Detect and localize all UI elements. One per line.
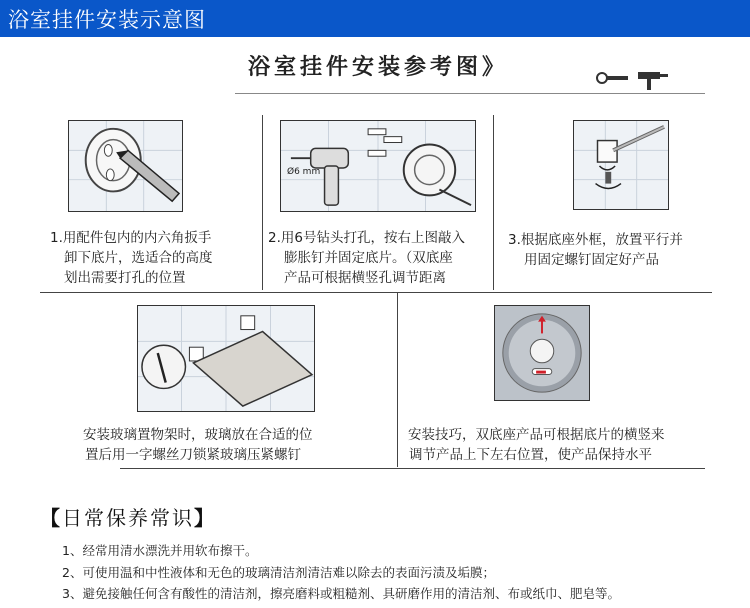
- grid-hline-mid: [40, 292, 712, 293]
- care-bracket-close: 】: [194, 506, 216, 530]
- step1-line1: 1.用配件包内的内六角扳手: [50, 230, 212, 246]
- care-item-2: 2、可使用温和中性液体和无色的玻璃清洁剂清洁难以除去的表面污渍及垢膜；: [62, 564, 495, 580]
- step3-line1: 3.根据底座外框，放置平行并: [508, 232, 683, 248]
- step1-line2: 卸下底片，选适合的高度: [64, 250, 213, 266]
- step5-line1: 安装技巧，双底座产品可根据底片的横竖来: [408, 427, 665, 443]
- header-bar: [0, 0, 750, 37]
- step3-text: [508, 230, 683, 270]
- drill-size-label: Ø6 mm: [287, 167, 321, 177]
- care-heading: [40, 502, 216, 531]
- step2-line3: 产品可根据横竖孔调节距离: [284, 270, 446, 286]
- care-list: [62, 540, 620, 605]
- step1-text: [50, 228, 213, 288]
- grid-hline-bottom: [120, 468, 705, 469]
- step4-text: [83, 425, 313, 465]
- step1-image: [68, 120, 183, 212]
- care-title: 日常保养常识: [62, 506, 194, 530]
- care-item-3: 3、避免接触任何含有酸性的清洁剂，擦亮磨料或粗糙剂、具研磨作用的清洁剂、布或纸巾、肥皂等。: [62, 586, 620, 601]
- subtitle-row: [0, 44, 750, 94]
- step5-text: [408, 425, 665, 465]
- step4-line1: 安装玻璃置物架时，玻璃放在合适的位: [83, 427, 313, 443]
- step1-line3: 划出需要打孔的位置: [64, 270, 186, 286]
- step5-line2: 调节产品上下左右位置，使产品保持水平: [409, 447, 652, 463]
- section-subtitle: 浴室挂件安装参考图》: [248, 54, 509, 80]
- step3-line2: 用固定螺钉固定好产品: [524, 252, 659, 268]
- page-title: 浴室挂件安装示意图: [8, 8, 206, 32]
- tools-icon: [594, 66, 674, 90]
- care-bracket-open: 【: [40, 506, 62, 530]
- step4-image: [137, 305, 315, 412]
- grid-vline-2: [493, 115, 494, 290]
- step2-line1: 2.用6号钻头打孔，按右上图敲入: [268, 230, 465, 246]
- step3-image: [573, 120, 669, 210]
- step4-line2: 置后用一字螺丝刀锁紧玻璃压紧螺钉: [85, 447, 301, 463]
- step5-image: [494, 305, 590, 401]
- grid-vline-1: [262, 115, 263, 290]
- step2-line2: 膨胀钉并固定底片。（双底座: [284, 250, 453, 266]
- subtitle-divider: [235, 93, 705, 94]
- grid-vline-3: [397, 292, 398, 467]
- step2-image: [280, 120, 476, 212]
- care-item-1: 1、经常用清水漂洗并用软布擦干。: [62, 543, 258, 558]
- step2-text: [268, 228, 465, 288]
